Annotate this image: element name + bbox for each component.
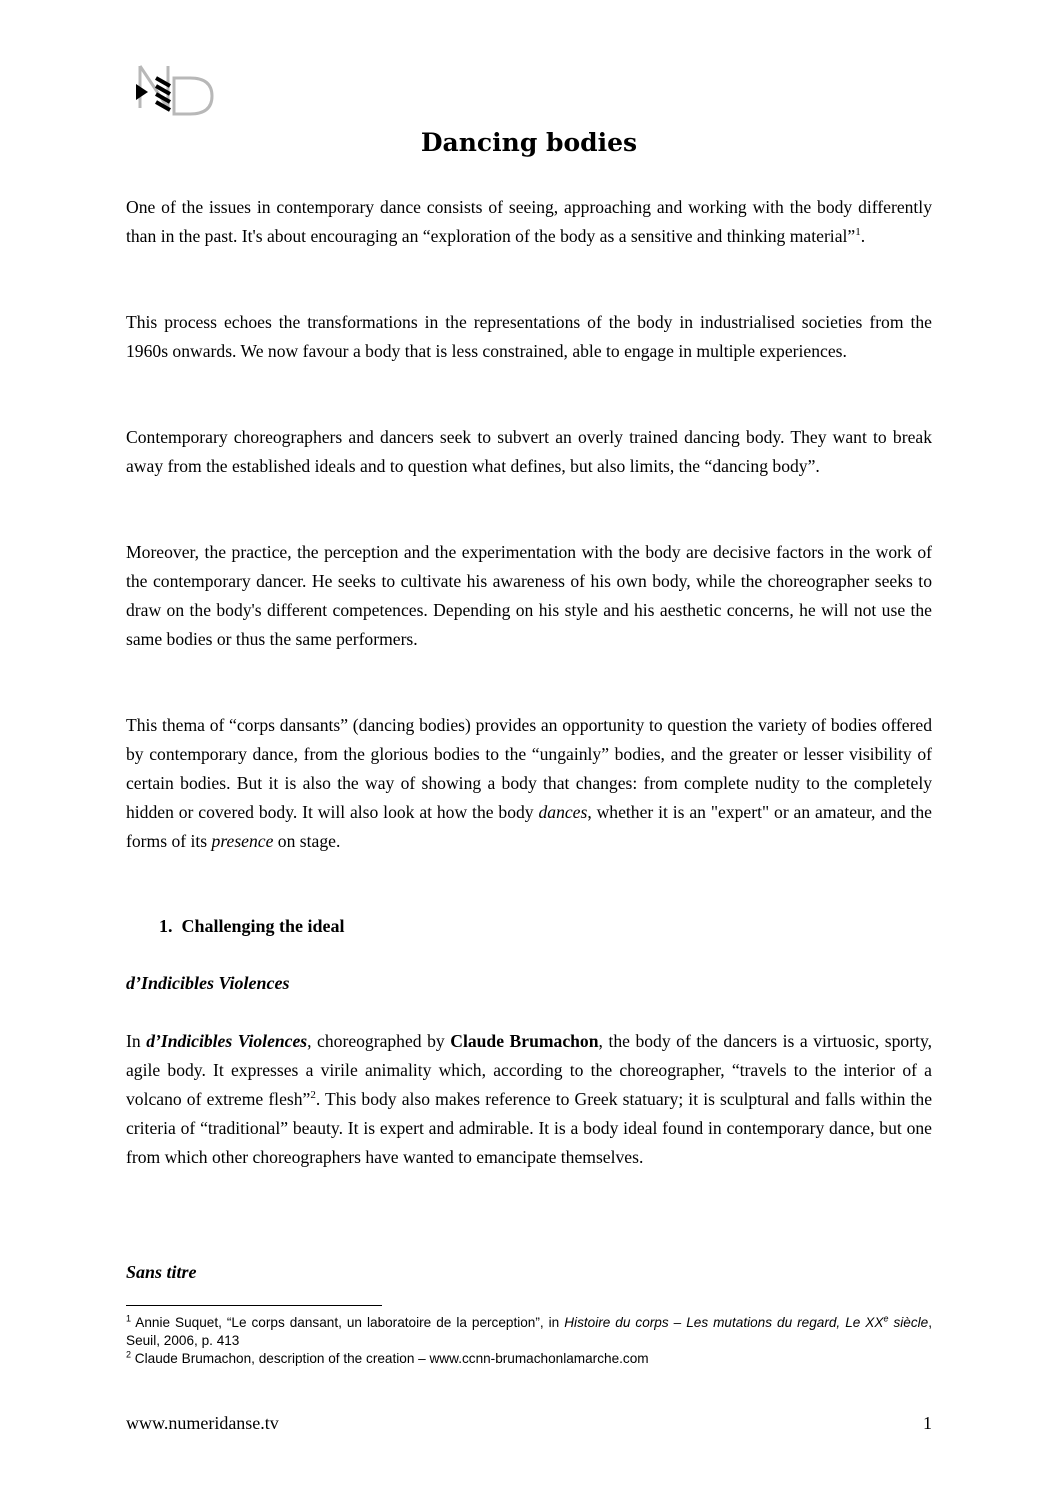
paragraph-transformations: This process echoes the transformations in the representations of the body in industrialised societies from the 1960s onwards. We now favour a body that is less constrained, able to engage in multiple experiences. bbox=[126, 312, 932, 361]
paragraph-choreographers: Contemporary choreographers and dancers seek to subvert an overly trained dancing body. They want to break away from the established ideals and to question what defines, but also limits, the “dancing body”. bbox=[126, 427, 932, 476]
numeridanse-logo-icon bbox=[134, 64, 214, 116]
section-number: 1. bbox=[159, 916, 173, 936]
paragraph-practice: Moreover, the practice, the perception and the experimentation with the body are decisive factors in the work of the contemporary dancer. He seeks to cultivate his awareness of his own body, while the choreographer seeks to draw on the body's different competences. Depending on his style and his aesthetic concerns, he will not use the same bodies or thus the same performers. bbox=[126, 542, 932, 649]
paragraph-indicibles: In d’Indicibles Violences, choreographed by Claude Brumachon, the body of the dancers is a virtuosic, sporty, agile body. It expresses a virile animality which, according to the choreographer, “travels to the interior of a volcano of extreme flesh”$^2$. This body also makes reference to Greek statuary; it is sculptural and falls within the criteria of “traditional” beauty. It is expert and admirable. It is a body ideal found in contemporary dance, but one from which other choreographers have wanted to emancipate themselves. bbox=[126, 1031, 932, 1167]
footnotes bbox=[126, 1314, 932, 1368]
paragraph-intro: One of the issues in contemporary dance consists of seeing, approaching and working with the body differently than in the past. It's about encouraging an “exploration of the body as a sensitive and thinking material”$^1$. bbox=[126, 197, 932, 246]
section-heading bbox=[159, 912, 345, 941]
footnote-ref-2[interactable]: 2 bbox=[310, 1088, 316, 1101]
footer-url[interactable]: www.numeridanse.tv bbox=[126, 1413, 279, 1433]
section-title: Challenging the ideal bbox=[181, 916, 345, 936]
footnote-divider bbox=[126, 1305, 382, 1306]
footnote-2: $^2$ Claude Brumachon, description of the creation – www.ccnn-brumachonlamarche.com bbox=[126, 1349, 649, 1366]
page-title: Dancing bodies bbox=[420, 128, 638, 157]
footnote-1: $^1$ Annie Suquet, “Le corps dansant, un laboratoire de la perception”, in Histoire du corps – Les mutations du regard, Le XXe siècle, Seuil, 2006, p. 413 bbox=[126, 1313, 932, 1348]
paragraph-thema: This thema of “corps dansants” (dancing bodies) provides an opportunity to question the variety of bodies offered by contemporary dance, from the glorious bodies to the “ungainly” bodies, and the greater or lesser visibility of certain bodies. But it is also the way of showing a body that changes: from complete nudity to the completely hidden or covered body. It will also look at how the body dances, whether it is an "expert" or an amateur, and the forms of its presence on stage. bbox=[126, 715, 932, 851]
page-number: 1 bbox=[923, 1413, 932, 1433]
subheading-indicibles: d’Indicibles Violences bbox=[126, 973, 290, 993]
subheading-sans-titre: Sans titre bbox=[126, 1262, 197, 1282]
footnote-ref-1[interactable]: 1 bbox=[855, 226, 861, 239]
